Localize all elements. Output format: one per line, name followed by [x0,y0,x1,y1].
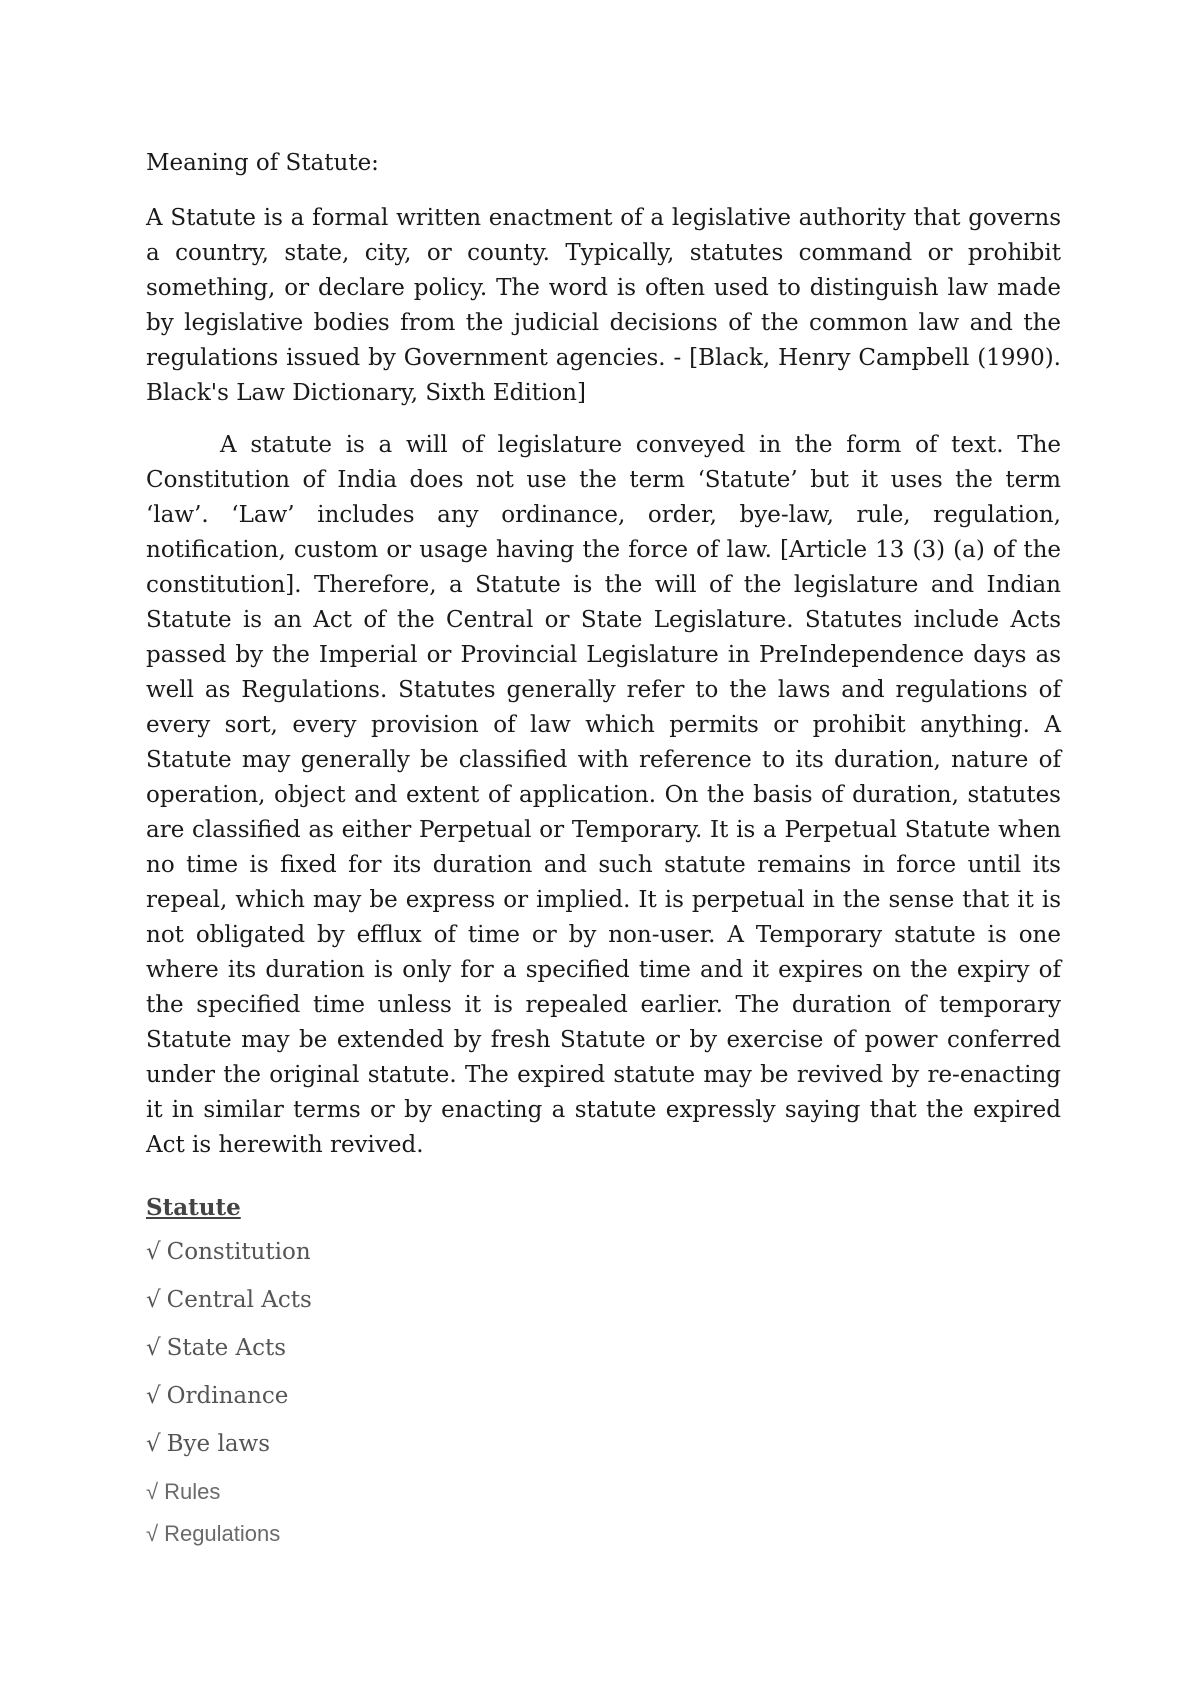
list-item-regulations [146,1518,312,1550]
statute-list-title: Statute [146,1194,241,1221]
check-icon: √ [146,1335,161,1361]
check-icon: √ [146,1479,159,1504]
check-icon: √ [146,1521,159,1546]
list-item-bye-laws [146,1428,312,1460]
explanation-paragraph: A statute is a will of legislature conveyed in the form of text. The Constitution of India does not use the term ‘Statute’ but it uses the term ‘law’. ‘Law’ includes any ordinance, order, bye-law, rule, regulation, notification, custom or usage having the force of law. [Article 13 (3) (a) of the constitution]. Therefore, a Statute is the will of the legislature and Indian Statute is an Act of the Central or State Legislature. Statutes include Acts passed by the Imperial or Provincial Legislature in PreIndependence days as well as Regulations. Statutes generally refer to the laws and regulations of every sort, every provision of law which permits or prohibit anything. A Statute may generally be classified with reference to its duration, nature of operation, object and extent of application. On the basis of duration, statutes are classified as either Perpetual or Temporary. It is a Perpetual Statute when no time is fixed for its duration and such statute remains in force until its repeal, which may be express or implied. It is perpetual in the sense that it is not obligated by efflux of time or by non-user. A Temporary statute is one where its duration is only for a specified time and it expires on the expiry of the specified time unless it is repealed earlier. The duration of temporary Statute may be extended by fresh Statute or by exercise of power conferred under the original statute. The expired statute may be revived by re-enacting it in similar terms or by enacting a statute expressly saying that the expired Act is herewith revived. [146,432,1061,1158]
check-icon: √ [146,1383,161,1409]
list-item-state-acts [146,1332,312,1364]
document-body [146,146,1061,1163]
page-title: Meaning of Statute: [146,150,379,176]
list-item-label: Constitution [166,1239,311,1265]
list-item-label: State Acts [166,1335,287,1361]
list-item-rules [146,1476,312,1508]
definition-paragraph: A Statute is a formal written enactment of a legislative authority that governs a country, state, city, or county. Typically, statutes command or prohibit something, or declare policy. The word is often used to distinguish law made by legislative bodies from the judicial decisions of the common law and the regulations issued by Government agencies. - [Black, Henry Campbell (1990). Black's Law Dictionary, Sixth Edition] [146,205,1061,406]
list-item-ordinance [146,1380,312,1412]
list-item-label: Central Acts [166,1287,312,1313]
list-item-label: Bye laws [166,1431,271,1457]
list-item-label: Ordinance [166,1383,289,1409]
list-item-constitution [146,1236,312,1268]
check-icon: √ [146,1239,161,1265]
check-icon: √ [146,1287,161,1313]
list-item-label: Rules [164,1479,221,1504]
list-item-central-acts [146,1284,312,1316]
list-item-label: Regulations [164,1521,281,1546]
check-icon: √ [146,1431,161,1457]
statute-list [146,1192,312,1560]
